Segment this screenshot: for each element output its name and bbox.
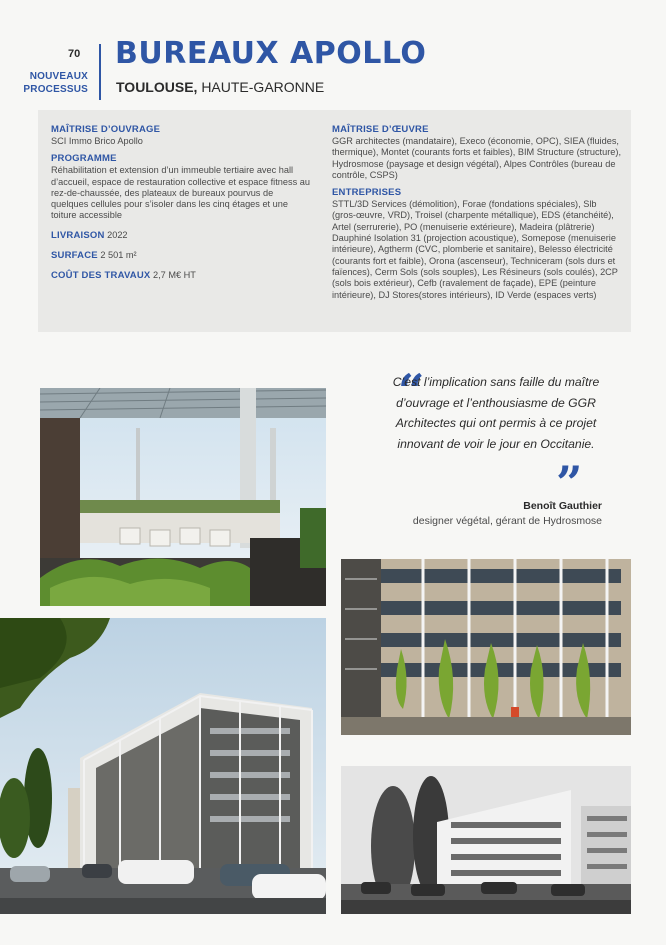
quote-text: C’est l’implication sans faille du maître d’ouvrage et l’enthousiasme de GGR Architectes qui ont permis à ce projet innovant de voir le jour en Occitanie. [392,375,600,451]
quote-open-mark: “ [398,364,425,418]
quote-close-mark: ” [556,456,583,510]
section-tag-line2: PROCESSUS [23,84,88,95]
subtitle-region: HAUTE-GARONNE [201,79,325,95]
surface-label: SURFACE [51,249,98,261]
project-info-box [38,110,631,332]
livraison-value: 2022 [107,229,128,240]
quote-author-role: designer végétal, gérant de Hydrosmose [412,515,602,527]
maitrise-ouvrage-label: MAÎTRISE D’OUVRAGE [51,124,161,135]
maitrise-oeuvre-label: MAÎTRISE D’ŒUVRE [332,124,429,135]
maitrise-oeuvre-value: GGR architectes (mandataire), Execo (économie, OPC), SIEA (fluides, thermique), Montet (courants forts et faibles), BIM Structure (structure), Hydrosmose (paysage et design végétal), Alpes Contrôles (bureau de contrôle, CSPS) [332,136,621,180]
livraison-label: LIVRAISON [51,229,105,241]
cout-row [51,269,313,282]
quote-block [372,372,602,454]
header-divider [99,44,101,100]
page-subtitle [116,79,324,95]
cout-value: 2,7 M€ HT [153,269,196,280]
page-number: 70 [68,48,81,60]
info-left-column [51,124,313,282]
programme-value: Réhabilitation et extension d’un immeuble tertiaire avec hall d’accueil, espace de restauration collective et espace fitness au rez-de-chaussée, des plateaux de bureaux pourvus de quelques cellules pour s’isoler dans les cinq étages et une toiture accessible [51,165,310,221]
maitrise-ouvrage-value: SCI Immo Brico Apollo [51,136,143,146]
quote-author: Benoît Gauthier [523,500,602,512]
cout-label: COÛT DES TRAVAUX [51,269,151,281]
photo-building-exterior [0,618,326,914]
entreprises-value: STTL/3D Services (démolition), Forae (fondations spéciales), Slb (gros-œuvre, VRD), Troisel (charpente métallique), EDS (étanchéité), Artel (serrurerie), PO (menuiserie extérieure), Madeira (plâtrerie) Dauphiné Isolation 31 (projection acoustique), Somepose (menuiserie intérieure), Agtherm (CVC, plomberie et sanitaire), Belesso électricité (courants fort et faible), Orona (ascenseur), Techniceram (sols durs et faïences), Cerm Sols (sols souples), Les Résineurs (sols coulés), 2CP (sols bois extérieur), Cefb (ravalement de façade), EPE (peinture intérieure), DJ Stores(stores intérieurs), ID Verde (espaces verts) [332,199,618,300]
entreprises-label: ENTREPRISES [332,187,402,199]
photo-building-bw [341,766,631,914]
photo-facade-greenery [341,559,631,735]
section-tag [20,70,88,96]
subtitle-city: TOULOUSE, [116,79,198,95]
section-tag-line1: NOUVEAUX [29,71,88,82]
surface-row [51,249,313,262]
programme-label: PROGRAMME [51,153,117,165]
page-title: BUREAUX APOLLO [115,36,427,71]
livraison-row [51,229,313,242]
info-right-column [332,124,622,301]
photo-rooftop-terrace [40,388,326,606]
surface-value: 2 501 m² [100,249,137,260]
